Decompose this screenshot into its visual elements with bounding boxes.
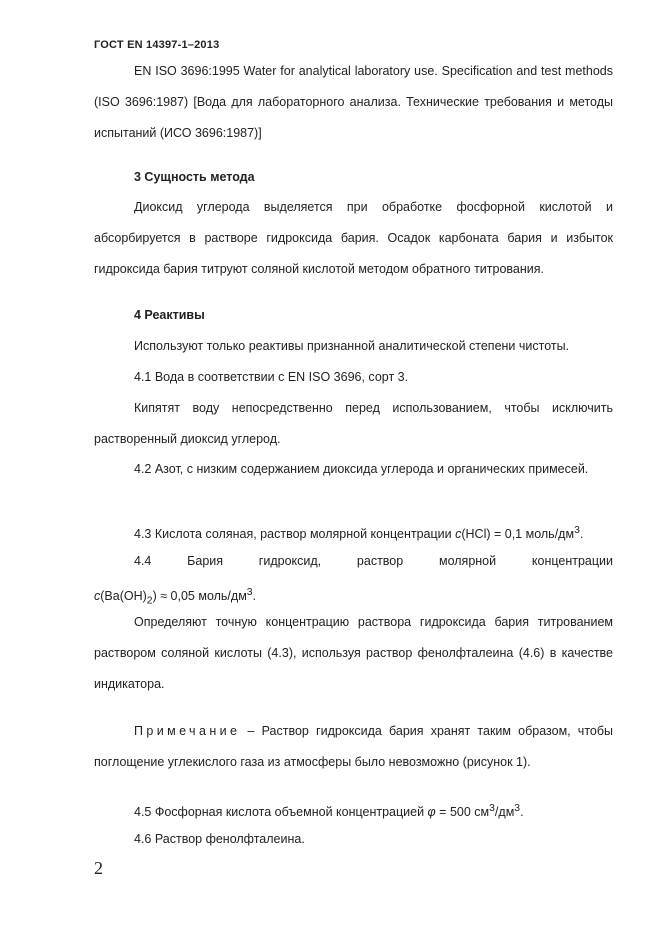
- item-4-1: 4.1 Вода в соответствии с EN ISO 3696, сорт 3.: [134, 370, 409, 384]
- section-3-heading: 3 Сущность метода: [134, 170, 255, 184]
- item-4-4-text: Определяют точную концентрацию раствора гидроксида бария титрованием раствором соляной кислоты (4.3), используя раствор фенолфталеина (4.6) в качестве индикатора.: [94, 615, 613, 691]
- section-4-heading: 4 Реактивы: [134, 308, 205, 322]
- item-4-3-formula: (HCl) = 0,1 моль/дм: [461, 527, 575, 542]
- note-text: – Раствор гидроксида бария хранят таким образом, чтобы поглощение углекислого газа из атмосферы было невозможно (рисунок 1).: [94, 724, 613, 769]
- item-4-5-phi-symbol: φ: [427, 805, 436, 820]
- item-4-1-text: Кипятят воду непосредственно перед использованием, чтобы исключить растворенный диоксид углерод.: [94, 401, 613, 446]
- item-4-5-prefix: 4.5 Фосфорная кислота объемной концентрацией: [134, 805, 428, 820]
- page-number: 2: [94, 858, 103, 878]
- item-4-4-exponent: 3: [246, 587, 253, 598]
- item-4-4-end: .: [252, 589, 257, 604]
- item-4-5: [94, 793, 613, 828]
- item-4-4-c-symbol: c: [94, 589, 101, 604]
- item-4-3-exponent: 3: [574, 525, 580, 536]
- section-4-intro: Используют только реактивы признанной аналитической степени чистоты.: [134, 339, 570, 353]
- item-4-5-mid: = 500 см: [435, 805, 490, 820]
- item-4-3: [94, 515, 613, 550]
- standard-code-header: ГОСТ EN 14397-1–2013: [94, 39, 220, 51]
- item-4-4-line1: 4.4 Бария гидроксид, раствор молярной концентрации: [134, 554, 613, 568]
- item-4-4-formula-a: (Ba(OH): [100, 589, 147, 604]
- item-4-5-end: .: [520, 805, 524, 820]
- item-4-4-formula-b: ) ≈ 0,05 моль/дм: [152, 589, 247, 604]
- item-4-3-end: .: [579, 527, 584, 542]
- section-3-text: Диоксид углерода выделяется при обработке фосфорной кислотой и абсорбируется в растворе гидроксида бария. Осадок карбоната бария и избыток гидроксида бария титруют соляной кислотой методом обратного титрования.: [94, 200, 613, 276]
- item-4-3-prefix: 4.3 Кислота соляная, раствор молярной концентрации: [134, 527, 456, 542]
- item-4-5-exponent-2: 3: [514, 803, 521, 814]
- item-4-5-slash: /дм: [494, 805, 515, 820]
- note-label: Примечание: [134, 724, 241, 738]
- item-4-5-exponent-1: 3: [489, 803, 495, 814]
- item-4-2: 4.2 Азот, с низким содержанием диоксида углерода и органических примесей.: [134, 462, 589, 476]
- item-4-6: 4.6 Раствор фенолфталеина.: [134, 832, 305, 846]
- item-4-3-c-symbol: c: [455, 527, 462, 542]
- item-4-4-subscript: 2: [146, 595, 153, 607]
- normative-reference-iso3696: EN ISO 3696:1995 Water for analytical laboratory use. Specification and test methods (ISO 3696:1987) [Вода для лабораторного анализа. Технические требования и методы испытаний (ИСО 3696:1987)]: [94, 64, 613, 140]
- note: [94, 716, 613, 778]
